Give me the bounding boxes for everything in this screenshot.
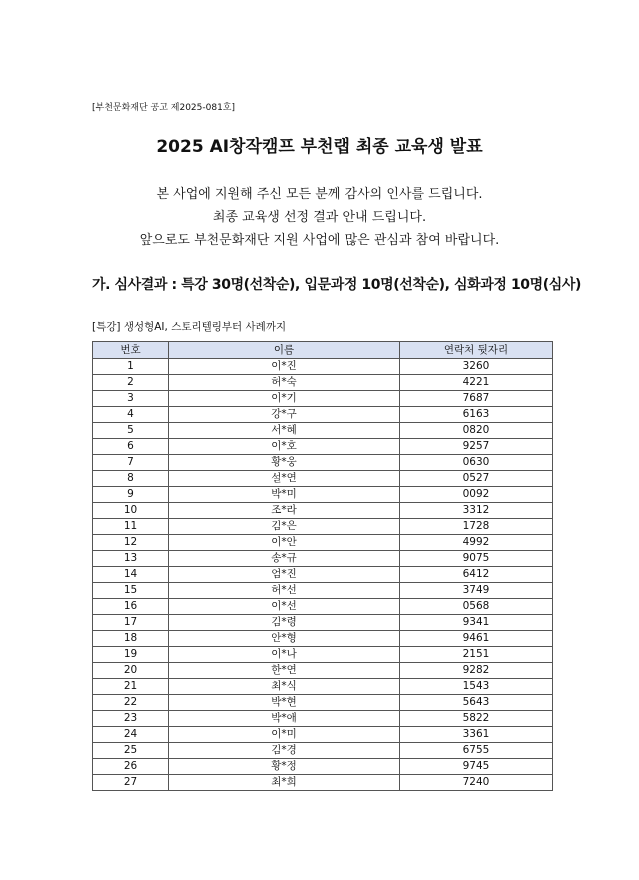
cell-name: 이*진	[169, 359, 400, 375]
cell-contact: 6755	[400, 743, 553, 759]
cell-contact: 3260	[400, 359, 553, 375]
cell-contact: 3749	[400, 583, 553, 599]
cell-contact: 0630	[400, 455, 553, 471]
cell-name: 박*미	[169, 487, 400, 503]
table-row	[93, 391, 553, 407]
cell-number: 24	[93, 727, 169, 743]
table-row	[93, 631, 553, 647]
cell-contact: 0527	[400, 471, 553, 487]
section-heading: 가. 심사결과 : 특강 30명(선착순), 입문과정 10명(선착순), 심화과정 10명(심사)	[92, 277, 582, 293]
table-row	[93, 359, 553, 375]
cell-contact: 0820	[400, 423, 553, 439]
cell-number: 8	[93, 471, 169, 487]
table-row	[93, 487, 553, 503]
cell-contact: 5822	[400, 711, 553, 727]
cell-contact: 4221	[400, 375, 553, 391]
cell-number: 26	[93, 759, 169, 775]
table-caption: [특강] 생성형AI, 스토리텔링부터 사례까지	[92, 321, 287, 333]
cell-number: 14	[93, 567, 169, 583]
cell-name: 서*혜	[169, 423, 400, 439]
cell-number: 10	[93, 503, 169, 519]
table-row	[93, 567, 553, 583]
cell-name: 김*은	[169, 519, 400, 535]
cell-contact: 0568	[400, 599, 553, 615]
cell-name: 설*연	[169, 471, 400, 487]
cell-number: 2	[93, 375, 169, 391]
header-number: 번호	[93, 342, 169, 359]
cell-number: 25	[93, 743, 169, 759]
cell-name: 허*숙	[169, 375, 400, 391]
cell-contact: 7687	[400, 391, 553, 407]
intro-line: 본 사업에 지원해 주신 모든 분께 감사의 인사를 드립니다.	[156, 187, 483, 202]
cell-contact: 3361	[400, 727, 553, 743]
table-row	[93, 711, 553, 727]
cell-name: 송*규	[169, 551, 400, 567]
cell-number: 17	[93, 615, 169, 631]
cell-number: 6	[93, 439, 169, 455]
intro-line: 최종 교육생 선정 결과 안내 드립니다.	[212, 210, 427, 225]
cell-contact: 6412	[400, 567, 553, 583]
cell-contact: 7240	[400, 775, 553, 791]
table-row	[93, 599, 553, 615]
table-row	[93, 423, 553, 439]
cell-name: 조*라	[169, 503, 400, 519]
table-row	[93, 647, 553, 663]
cell-name: 이*안	[169, 535, 400, 551]
cell-contact: 5643	[400, 695, 553, 711]
cell-contact: 9341	[400, 615, 553, 631]
cell-number: 27	[93, 775, 169, 791]
cell-number: 21	[93, 679, 169, 695]
cell-contact: 4992	[400, 535, 553, 551]
table-row	[93, 615, 553, 631]
table-row	[93, 551, 553, 567]
table-row	[93, 775, 553, 791]
intro-line: 앞으로도 부천문화재단 지원 사업에 많은 관심과 참여 바랍니다.	[139, 233, 500, 248]
cell-name: 이*호	[169, 439, 400, 455]
header-contact: 연락처 뒷자리	[400, 342, 553, 359]
cell-number: 12	[93, 535, 169, 551]
table-row	[93, 727, 553, 743]
table-row	[93, 471, 553, 487]
cell-contact: 9282	[400, 663, 553, 679]
page-title: 2025 AI창작캠프 부천랩 최종 교육생 발표	[156, 137, 483, 157]
cell-contact: 9257	[400, 439, 553, 455]
cell-contact: 6163	[400, 407, 553, 423]
cell-name: 최*식	[169, 679, 400, 695]
cell-name: 황*정	[169, 759, 400, 775]
header-name: 이름	[169, 342, 400, 359]
table-row	[93, 743, 553, 759]
table-body	[93, 359, 553, 791]
trainee-table	[92, 341, 553, 791]
cell-contact: 1728	[400, 519, 553, 535]
cell-number: 1	[93, 359, 169, 375]
cell-name: 황*웅	[169, 455, 400, 471]
cell-name: 강*구	[169, 407, 400, 423]
table-row	[93, 695, 553, 711]
cell-number: 7	[93, 455, 169, 471]
cell-contact: 3312	[400, 503, 553, 519]
cell-name: 박*애	[169, 711, 400, 727]
cell-name: 김*경	[169, 743, 400, 759]
cell-name: 엄*진	[169, 567, 400, 583]
cell-contact: 1543	[400, 679, 553, 695]
cell-name: 박*현	[169, 695, 400, 711]
table-row	[93, 535, 553, 551]
cell-name: 이*기	[169, 391, 400, 407]
cell-name: 한*연	[169, 663, 400, 679]
cell-contact: 2151	[400, 647, 553, 663]
cell-number: 9	[93, 487, 169, 503]
cell-contact: 9461	[400, 631, 553, 647]
cell-number: 18	[93, 631, 169, 647]
cell-contact: 9745	[400, 759, 553, 775]
cell-name: 김*령	[169, 615, 400, 631]
table-row	[93, 679, 553, 695]
cell-number: 19	[93, 647, 169, 663]
cell-number: 22	[93, 695, 169, 711]
notice-number: [부천문화재단 공고 제2025-081호]	[92, 103, 236, 113]
table-row	[93, 407, 553, 423]
table-row	[93, 663, 553, 679]
table-row	[93, 455, 553, 471]
cell-contact: 9075	[400, 551, 553, 567]
cell-number: 23	[93, 711, 169, 727]
table-row	[93, 503, 553, 519]
cell-number: 20	[93, 663, 169, 679]
cell-name: 이*선	[169, 599, 400, 615]
cell-number: 5	[93, 423, 169, 439]
cell-number: 13	[93, 551, 169, 567]
cell-name: 이*미	[169, 727, 400, 743]
table-row	[93, 375, 553, 391]
table-row	[93, 519, 553, 535]
cell-name: 최*희	[169, 775, 400, 791]
table-row	[93, 583, 553, 599]
cell-number: 11	[93, 519, 169, 535]
table-row	[93, 439, 553, 455]
cell-name: 이*나	[169, 647, 400, 663]
cell-number: 16	[93, 599, 169, 615]
intro-text	[0, 183, 639, 252]
cell-contact: 0092	[400, 487, 553, 503]
table-row	[93, 759, 553, 775]
cell-name: 허*선	[169, 583, 400, 599]
cell-number: 3	[93, 391, 169, 407]
cell-number: 4	[93, 407, 169, 423]
cell-name: 안*형	[169, 631, 400, 647]
cell-number: 15	[93, 583, 169, 599]
table-header-row	[93, 342, 553, 359]
